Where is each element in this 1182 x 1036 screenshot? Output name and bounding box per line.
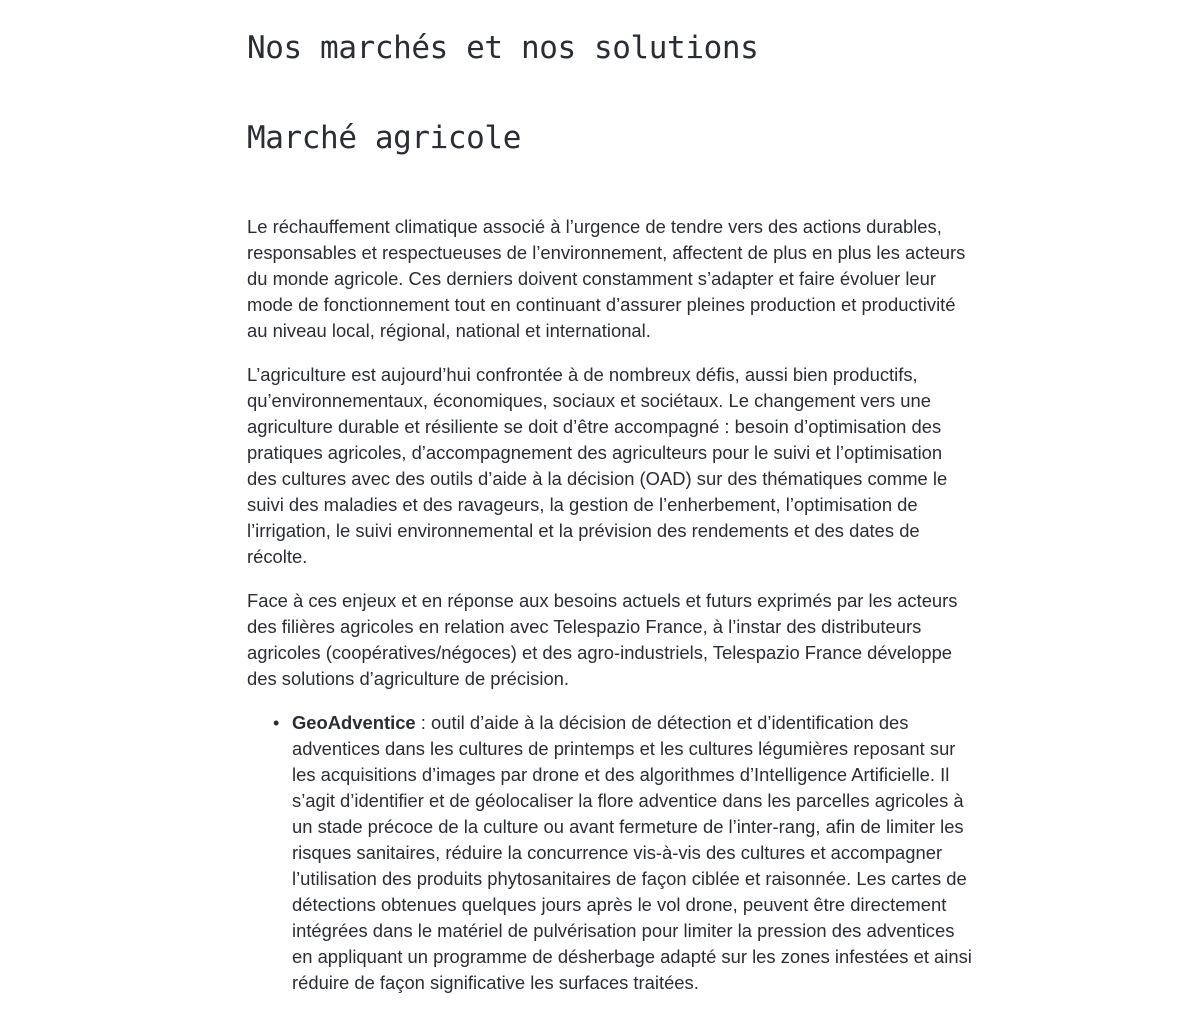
solutions-paragraph: Face à ces enjeux et en réponse aux besoins actuels et futurs exprimés par les acteurs des filières agricoles en relation avec Telespazio France, à l’instar des distributeurs agricoles (coopératives/négoces) et des agro-industriels, Telespazio France développe des solutions d’agriculture de précision. [247, 590, 958, 689]
solutions-list [247, 710, 972, 996]
list-item [273, 710, 972, 996]
challenges-paragraph: L’agriculture est aujourd’hui confrontée à de nombreux défis, aussi bien productifs, qu’environnementaux, économiques, sociaux et sociétaux. Le changement vers une agriculture durable et résiliente se doit d’être accompagné : besoin d’optimisation des pratiques agricoles, d’accompagnement des agriculteurs pour le suivi et l’optimisation des cultures avec des outils d’aide à la décision (OAD) sur des thématiques comme le suivi des maladies et des ravageurs, la gestion de l’enherbement, l’optimisation de l’irrigation, le suivi environnemental et la prévision des rendements et des dates de récolte. [247, 364, 948, 567]
intro-paragraph: Le réchauffement climatique associé à l’urgence de tendre vers des actions durables, responsables et respectueuses de l’environnement, affectent de plus en plus les acteurs du monde agricole. Ces derniers doivent constamment s’adapter et faire évoluer leur mode de fonctionnement tout en continuant d’assurer pleines production et productivité au niveau local, régional, national et international. [247, 216, 966, 341]
page-title: Nos marchés et nos solutions [247, 30, 759, 66]
bullet-icon: • [273, 713, 280, 733]
article-body [247, 214, 972, 996]
section-title: Marché agricole [247, 120, 521, 156]
solution-separator: : [415, 712, 432, 733]
solution-description: outil d’aide à la décision de détection et d’identification des adventices dans les cultures de printemps et les cultures légumières reposant sur les acquisitions d’images par drone et des algorithmes d’Intelligence Artificielle. Il s’agit d’identifier et de géolocaliser la flore adventice dans les parcelles agricoles à un stade précoce de la culture ou avant fermeture de l’inter-rang, afin de limiter les risques sanitaires, réduire la concurrence vis-à-vis des cultures et accompagner l’utilisation des produits phytosanitaires de façon ciblée et raisonnée. Les cartes de détections obtenues quelques jours après le vol drone, peuvent être directement intégrées dans le matériel de pulvérisation pour limiter la pression des adventices en appliquant un programme de désherbage adapté sur les zones infestées et ainsi réduire de façon significative les surfaces traitées. [292, 712, 972, 993]
article-content [247, 0, 972, 996]
solution-name: GeoAdventice [292, 712, 416, 733]
